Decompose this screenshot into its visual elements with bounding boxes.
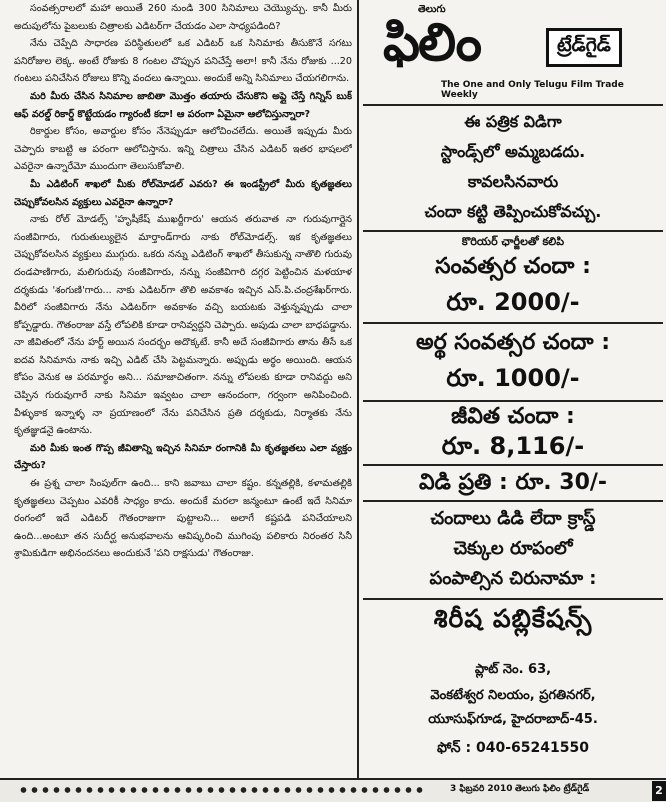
notice-line: స్టాండ్స్‌లో అమ్మబడదు. xyxy=(440,142,586,161)
publisher-block xyxy=(363,600,663,778)
payment-line: చందాలు డిడి లేదా క్రాస్డ్ xyxy=(430,508,596,529)
half-year-subscription-box xyxy=(363,324,663,402)
publisher-plot: ప్లాట్ నెం. 63, xyxy=(474,662,552,677)
notice-line: కావలసినవారు xyxy=(467,172,559,191)
masthead-boxed-title: ట్రేడ్‌గైడ్ xyxy=(546,28,622,67)
article-paragraph: ఈ ప్రశ్న చాలా సింపుల్‌గా ఉంది... కాని జవాబు చాలా కష్టం. కన్నతల్లికి, కళామతల్లికి కృతజ్ఞతలు చెప్పటం ఎవరికీ సాధ్యం కాదు. అందుకే మరలా జన్మంటూ ఉంటే ఇదే సినిమా రంగంలో ఇదే ఎడిటర్ గౌతంరాజుగా పుట్టాలని... అలాగే కష్టపడి పనిచేయాలని ఉంది...అంటూ తన సుదీర్ఘ అనుభవాలను ఆవిష్కరించి ముగింపు పలికారు నిరంతర సినీ శ్రామికుడిగా అభినందనలు అందుకునే 'పని రాక్షసుడు' గౌతంరాజు. xyxy=(14,478,352,560)
article-column xyxy=(14,0,352,755)
life-subscription-box xyxy=(363,402,663,466)
page-footer xyxy=(0,778,666,802)
payment-info xyxy=(363,502,663,600)
article-paragraph: సంవత్సరాలలో మహా అయితే 260 నుండి 300 సినిమాలు చెయ్యొచ్చు. కానీ మీరు అదుపులోను పైబలుకు చిత్రాలకు ఎడిటర్‌గా చేయడం ఎలా సాధ్యపడింది? xyxy=(14,3,352,32)
article-paragraph: నేను చెప్పేది సాధారణ పరిస్థితులలో ఒక ఎడిటర్ ఒక సినిమాకు తీసుకొనే సగటు పనిరోజుల లెక్క. అంటే రోజుకు 8 గంటల చొప్పున పనిచేస్తే అలా! కానీ నేను రోజుకు ...20 గంటలు పనిచేసిన రోజులు కొన్ని వందలు ఉన్నాయి. అందుకే అన్ని సినిమాలు చేయగలిగాను. xyxy=(14,38,352,85)
issue-date: 3 ఫిబ్రవరి 2010 xyxy=(450,784,513,794)
article-paragraph: రికార్డుల కోసం, అవార్డుల కోసం నేనెప్పుడూ ఆలోచించలేదు. అయితే ఇప్పుడు మీరు చెప్పారు కాబట్టి ఆ పరంగా ఆలోచిస్తాను. ఇన్ని చిత్రాలు చేసిన ఎడిటర్ ఇతర భాషలలో ఎవరైనా ఉన్నారేమో ముందుగా తెలుసుకోవాలి. xyxy=(14,126,352,173)
notice-line: చందా కట్టి తెప్పించుకోవచ్చు. xyxy=(424,202,602,221)
life-label: జీవిత చందా : xyxy=(451,404,575,429)
annual-subscription-box xyxy=(363,232,663,324)
interview-question: మీ ఎడిటింగ్ శాఖలో మీకు రోల్‌మోడల్ ఎవరు? ఈ ఇండస్ట్రీలో మీరు కృతజ్ఞతలు చెప్పుకోవలసిన వ్యక్తులు ఎవరైనా ఉన్నారా? xyxy=(14,178,352,208)
advertisement-column xyxy=(363,0,663,778)
single-copy-box xyxy=(363,466,663,502)
publisher-phone: ఫోన్ : 040-65241550 xyxy=(437,740,589,756)
masthead-tagline: The One and Only Telugu Film Trade Weekly xyxy=(441,80,624,100)
page-number: 2 xyxy=(652,781,666,801)
masthead-small-title: తెలుగు xyxy=(418,4,446,15)
publisher-address-line: యూసుఫ్‌గూడ, హైదరాబాద్-45. xyxy=(428,712,598,727)
magazine-name: తెలుగు ఫిలిం ట్రేడ్‌గైడ్ xyxy=(515,784,590,794)
annual-price: రూ. 2000/- xyxy=(446,288,580,316)
interview-question: మరి మీకు ఇంత గొప్ప జీవితాన్ని ఇచ్చిన సినిమా రంగానికి మీ కృతజ్ఞతలు ఎలా వ్యక్తం చేస్తారు? xyxy=(14,442,352,472)
notice-line: ఈ పత్రిక విడిగా xyxy=(464,112,562,131)
article-paragraph: నాకు రోల్ మోడల్స్ 'హృషీకేష్ ముఖర్జీగారు' ఆయన తరువాత నా గురువుగార్లైన సంజీవిగారు, గురుతుల్యులైన మార్తాండ్‌గారు నాకు రోల్‌మోడల్స్. ఇక కృతజ్ఞతలు చెప్పుకోవలసిన వ్యక్తులు ముగ్గురు. ఒకరు నన్ను ఎడిటింగ్ శాఖలో తీసుకున్న నాతొలి గురువు దండపాణిగారు, మలిగురువు సంజీవిగారు, నన్ను సంజీవిగారి దగ్గర పెట్టించిన మళయాళ దర్శకుడు 'శంగుణి'గారు... నాకు ఎడిటర్‌గా తొలి అవకాశం ఇచ్చిన ఎస్.పి.చంద్రశేఖర్‌గారు. వీరిలో సంజీవిగారు నేను ఎడిటర్‌గా అవకాశం వచ్చి బయటకు వెళ్తున్నప్పుడు చాలా కోప్పడ్డారు. గౌతంరాజు వస్తే లోపలికి కూడా రానివ్వద్దని చెప్పారు. అపుడు చాలా బాధపడ్డాను. నా జీవితంలో నేను హర్ట్ అయిన సందర్భం అదొక్కటే. కానీ అదే సంజీవిగారు తాను తీసే ఒక ఐదవ సినిమాను నాకు ఇచ్చి ఎడిట్ చేసి పెట్టమన్నారు. అప్పుడు అర్థం అయింది. ఆయన కోపం వెనుక ఆ పరమార్థం అని... సమాజాచితంగా. నన్ను లోపలకు కూడా రానివద్దు అని చెప్పిన గురువుగారే నాకు సినిమా ఇవ్వటం చాలా ఆనందంగా, గర్వంగా అనిపించింది. వీళ్ళుకాక ఇన్నాళ్ళ నా ప్రయాణంలో నేను పనిచేసిన ప్రతి దర్శకుడు, నిర్మాతకు నేను కృతజ్ఞుడనై ఉంటాను. xyxy=(14,214,352,437)
masthead-big-title: ఫిలిం xyxy=(383,12,481,73)
annual-label: సంవత్సర చందా : xyxy=(435,254,591,279)
payment-line: చెక్కుల రూపంలో xyxy=(453,538,573,559)
availability-notice xyxy=(363,108,663,232)
interview-question: మరి మీరు చేసిన సినిమాల జాబితా మొత్తం తయారు చేసుకొని అప్లై చేస్తే గిన్నిస్ బుక్ ఆఫ్ వరల్డ్ రికార్డ్ కొట్టేయడం గ్యారంటీ కదా! ఆ పరంగా ఏమైనా ఆలోచిస్తున్నారా? xyxy=(14,90,352,120)
publisher-name: శిరీష పబ్లికేషన్స్ xyxy=(433,604,593,633)
masthead xyxy=(363,0,663,106)
half-year-label: అర్థ సంవత్సర చందా : xyxy=(415,330,611,355)
publisher-address-line: వెంకటేశ్వర నిలయం, ప్రగతినగర్, xyxy=(430,688,596,703)
courier-note: కొరియర్ ఛార్జీలతో కలిపి xyxy=(461,235,565,248)
decorative-dot-border xyxy=(18,785,423,795)
half-year-price: రూ. 1000/- xyxy=(446,364,580,392)
single-copy-price: విడి ప్రతి : రూ. 30/- xyxy=(418,470,608,495)
payment-line: పంపాల్సిన చిరునామా : xyxy=(429,568,597,589)
column-divider xyxy=(357,0,359,778)
life-price: రూ. 8,116/- xyxy=(441,432,585,460)
